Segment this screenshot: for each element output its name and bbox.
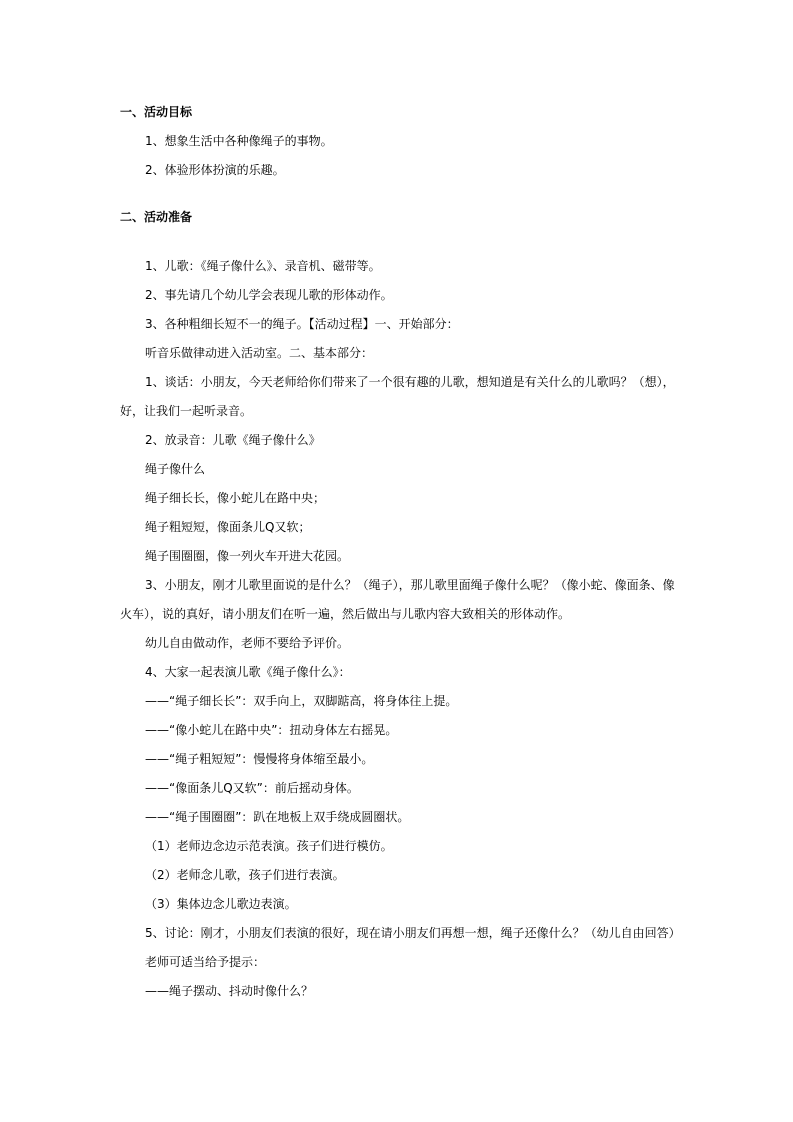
- action-line: ——“绳子围圈圈”：趴在地板上双手绕成圆圈状。: [145, 810, 410, 824]
- paragraph-line: 好，让我们一起听录音。: [120, 404, 253, 418]
- paragraph-line: 4、大家一起表演儿歌《绳子像什么》：: [145, 665, 351, 679]
- paragraph-line: 幼儿自由做动作，老师不要给予评价。: [145, 636, 350, 650]
- paragraph-line: 2、事先请几个幼儿学会表现儿歌的形体动作。: [145, 288, 393, 302]
- goal-item: 1、想象生活中各种像绳子的事物。: [145, 134, 333, 148]
- poem-line: 绳子细长长，像小蛇儿在路中央；: [145, 491, 326, 505]
- paragraph-line: 3、各种粗细长短不一的绳子。【活动过程】一、开始部分：: [145, 317, 459, 331]
- paragraph-line: 1、儿歌：《绳子像什么》、录音机、磁带等。: [145, 259, 381, 273]
- step-line: （3）集体边念儿歌边表演。: [145, 897, 297, 911]
- paragraph-line: 听音乐做律动进入活动室。二、基本部分：: [145, 346, 374, 360]
- section-heading-goals: 一、活动目标: [120, 105, 193, 119]
- paragraph-line: 老师可适当给予提示：: [145, 955, 266, 969]
- poem-line: 绳子围圈圈，像一列火车开进大花园。: [145, 549, 350, 563]
- goal-item: 2、体验形体扮演的乐趣。: [145, 163, 285, 177]
- paragraph-line: 5、讨论：刚才，小朋友们表演的很好，现在请小朋友们再想一想，绳子还像什么？（幼儿自由回答）: [145, 926, 681, 940]
- action-line: ——“绳子粗短短”：慢慢将身体缩至最小。: [145, 752, 374, 766]
- action-line: ——“绳子细长长”：双手向上，双脚踮高，将身体往上提。: [145, 694, 458, 708]
- paragraph-line: 火车），说的真好，请小朋友们在听一遍，然后做出与儿歌内容大致相关的形体动作。: [120, 607, 571, 621]
- paragraph-line: 3、小朋友，刚才儿歌里面说的是什么？（绳子），那儿歌里面绳子像什么呢？（像小蛇、像面条、像: [145, 578, 675, 592]
- action-line: ——“像小蛇儿在路中央”：扭动身体左右摇晃。: [145, 723, 398, 737]
- paragraph-line: 2、放录音：儿歌《绳子像什么》: [145, 433, 321, 447]
- step-line: （2）老师念儿歌，孩子们进行表演。: [145, 868, 345, 882]
- poem-line: 绳子粗短短，像面条儿Q又软；: [145, 520, 311, 534]
- action-line: ——“像面条儿Q又软”：前后摇动身体。: [145, 781, 359, 795]
- section-heading-preparation: 二、活动准备: [120, 210, 193, 224]
- paragraph-line: 1、谈话：小朋友，今天老师给你们带来了一个很有趣的儿歌，想知道是有关什么的儿歌吗？（想），: [145, 375, 675, 389]
- paragraph-line: ——绳子摆动、抖动时像什么？: [145, 984, 314, 998]
- step-line: （1）老师边念边示范表演。孩子们进行模仿。: [145, 839, 393, 853]
- poem-title: 绳子像什么: [145, 462, 206, 476]
